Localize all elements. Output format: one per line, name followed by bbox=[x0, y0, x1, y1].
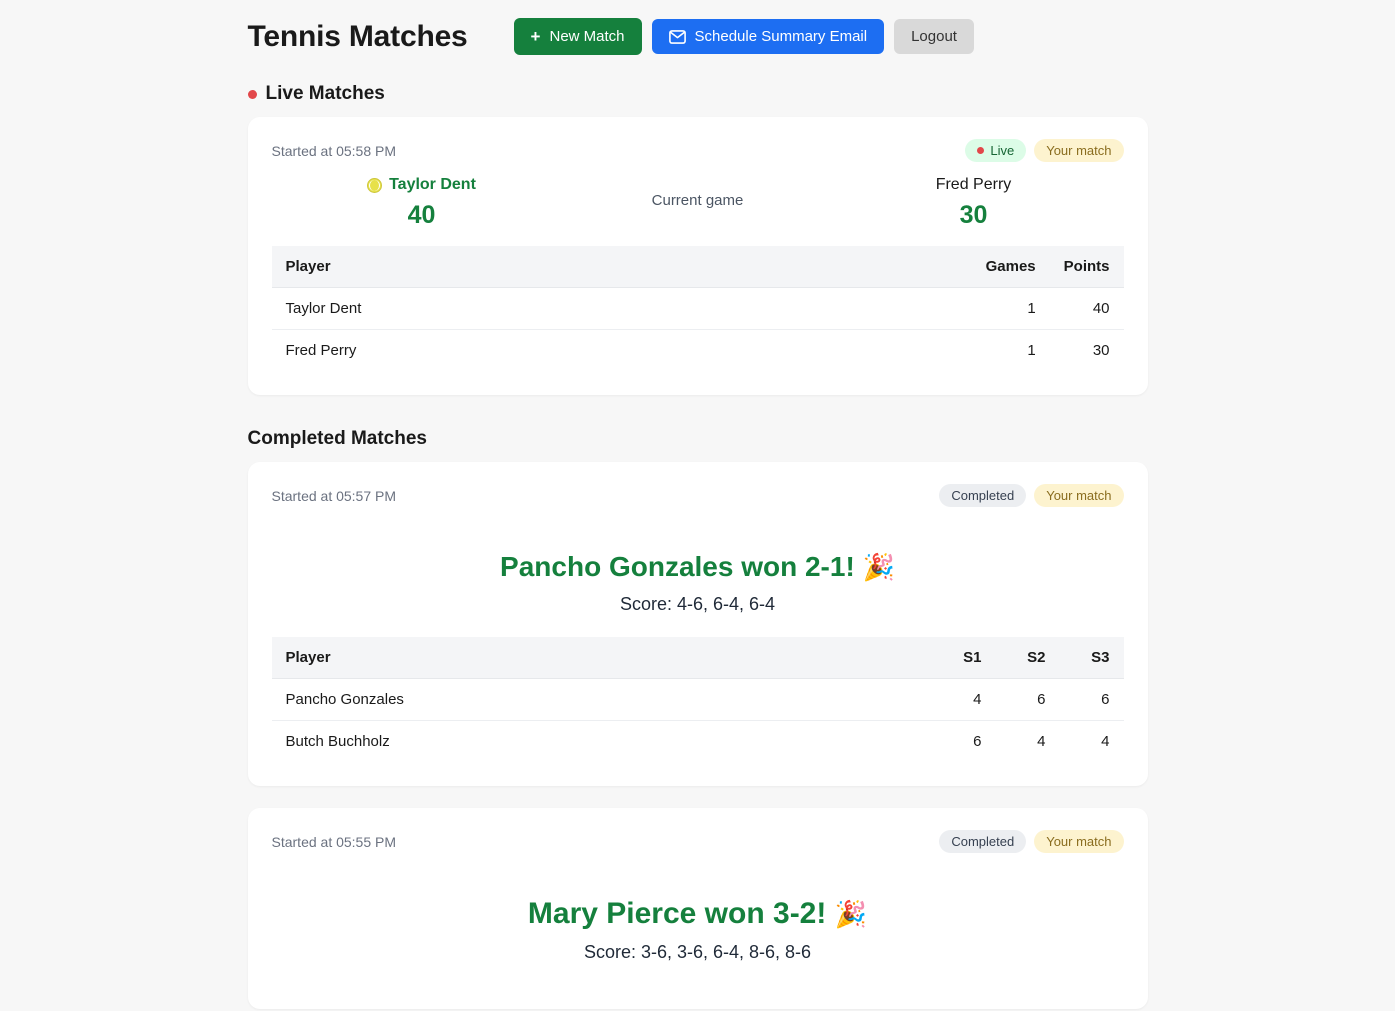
schedule-summary-email-button[interactable] bbox=[652, 19, 885, 54]
header-set-2: S2 bbox=[996, 637, 1060, 679]
live-match-table-body bbox=[272, 288, 1124, 372]
completed-match-1-result-text: Pancho Gonzales won 2-1! bbox=[500, 551, 855, 582]
completed-match-1-table-head bbox=[272, 637, 1124, 679]
cell-points: 40 bbox=[1050, 288, 1124, 330]
completed-match-2-badges bbox=[939, 830, 1123, 853]
header-set-1: S1 bbox=[932, 637, 996, 679]
table-row bbox=[272, 288, 1124, 330]
mail-icon bbox=[669, 30, 686, 44]
live-matches-heading bbox=[248, 83, 1148, 105]
live-player-right-points: 30 bbox=[959, 201, 988, 229]
live-player-left-name-row bbox=[272, 176, 572, 194]
tennis-ball-icon bbox=[367, 178, 382, 193]
your-match-badge: Your match bbox=[1034, 830, 1123, 853]
page-title: Tennis Matches bbox=[247, 19, 468, 53]
completed-match-2-result-text: Mary Pierce won 3-2! bbox=[527, 897, 827, 930]
status-badge-completed: Completed bbox=[939, 484, 1026, 507]
live-match-table-head bbox=[272, 246, 1124, 288]
cell-games: 1 bbox=[972, 288, 1050, 330]
completed-match-1-header bbox=[272, 484, 1124, 507]
completed-matches-heading bbox=[248, 428, 1148, 450]
live-match-started-time: Started at 05:58 PM bbox=[271, 142, 397, 159]
live-player-right bbox=[824, 176, 1124, 230]
your-match-badge: Your match bbox=[1034, 139, 1123, 162]
logout-button[interactable]: Logout bbox=[894, 19, 974, 54]
live-dot-icon bbox=[248, 90, 257, 99]
header-points: Points bbox=[1050, 246, 1124, 288]
party-popper-icon: 🎉 bbox=[834, 899, 868, 929]
completed-match-card-2 bbox=[248, 808, 1148, 1009]
app-header bbox=[248, 8, 1148, 55]
content-container bbox=[248, 0, 1148, 1009]
table-row bbox=[272, 679, 1124, 721]
new-match-label: New Match bbox=[549, 28, 625, 45]
table-header-row bbox=[272, 246, 1124, 288]
table-header-row bbox=[272, 637, 1124, 679]
status-badge-completed: Completed bbox=[939, 830, 1026, 853]
live-match-badges bbox=[965, 139, 1123, 162]
cell-set-3: 6 bbox=[1060, 679, 1124, 721]
live-player-left bbox=[272, 176, 572, 230]
status-badge-live bbox=[965, 139, 1026, 162]
completed-match-2-started-time: Started at 05:55 PM bbox=[271, 833, 397, 850]
cell-set-3: 4 bbox=[1101, 733, 1110, 750]
your-match-badge: Your match bbox=[1034, 484, 1123, 507]
completed-matches-title: Completed Matches bbox=[247, 428, 427, 449]
completed-match-1-result bbox=[272, 551, 1124, 583]
cell-player: Butch Buchholz bbox=[285, 733, 390, 750]
header-set-3: S3 bbox=[1060, 637, 1124, 679]
status-badge-live-label: Live bbox=[990, 143, 1015, 158]
live-player-right-name: Fred Perry bbox=[935, 176, 1012, 193]
live-player-right-name-row bbox=[824, 176, 1124, 194]
live-scoreboard bbox=[272, 176, 1124, 230]
cell-games: 1 bbox=[1027, 342, 1036, 359]
completed-match-card-1 bbox=[248, 462, 1148, 786]
live-match-card bbox=[248, 117, 1148, 395]
live-match-table bbox=[272, 246, 1124, 371]
header-actions bbox=[514, 18, 974, 55]
completed-match-2-score: Score: 3-6, 3-6, 6-4, 8-6, 8-6 bbox=[583, 942, 812, 962]
cell-set-2: 4 bbox=[1037, 733, 1046, 750]
completed-match-2-header bbox=[272, 830, 1124, 853]
schedule-summary-email-label: Schedule Summary Email bbox=[694, 28, 868, 45]
header-player: Player bbox=[272, 246, 972, 288]
header-player: Player bbox=[272, 637, 932, 679]
completed-match-1-started-time: Started at 05:57 PM bbox=[271, 487, 397, 504]
cell-set-2: 6 bbox=[996, 679, 1060, 721]
live-match-card-header bbox=[272, 139, 1124, 162]
cell-set-1: 6 bbox=[973, 733, 982, 750]
completed-match-1-table-body bbox=[272, 679, 1124, 763]
completed-match-1-badges bbox=[939, 484, 1123, 507]
table-row bbox=[272, 330, 1124, 372]
live-indicator-icon bbox=[977, 147, 984, 154]
completed-match-2-result bbox=[272, 897, 1124, 931]
new-match-button[interactable] bbox=[514, 18, 642, 55]
current-game-label: Current game bbox=[651, 192, 744, 209]
cell-points: 30 bbox=[1092, 342, 1110, 359]
completed-match-1-table bbox=[272, 637, 1124, 762]
cell-set-1: 4 bbox=[932, 679, 996, 721]
cell-player: Pancho Gonzales bbox=[272, 679, 932, 721]
table-row bbox=[272, 721, 1124, 763]
completed-match-1-score: Score: 4-6, 6-4, 6-4 bbox=[619, 594, 776, 614]
header-games: Games bbox=[972, 246, 1050, 288]
live-player-left-name: Taylor Dent bbox=[389, 176, 476, 193]
cell-player: Taylor Dent bbox=[272, 288, 972, 330]
live-matches-title: Live Matches bbox=[265, 83, 385, 104]
live-player-left-points: 40 bbox=[407, 201, 436, 229]
party-popper-icon: 🎉 bbox=[862, 552, 895, 582]
plus-icon: + bbox=[530, 27, 541, 46]
cell-player: Fred Perry bbox=[285, 342, 357, 359]
